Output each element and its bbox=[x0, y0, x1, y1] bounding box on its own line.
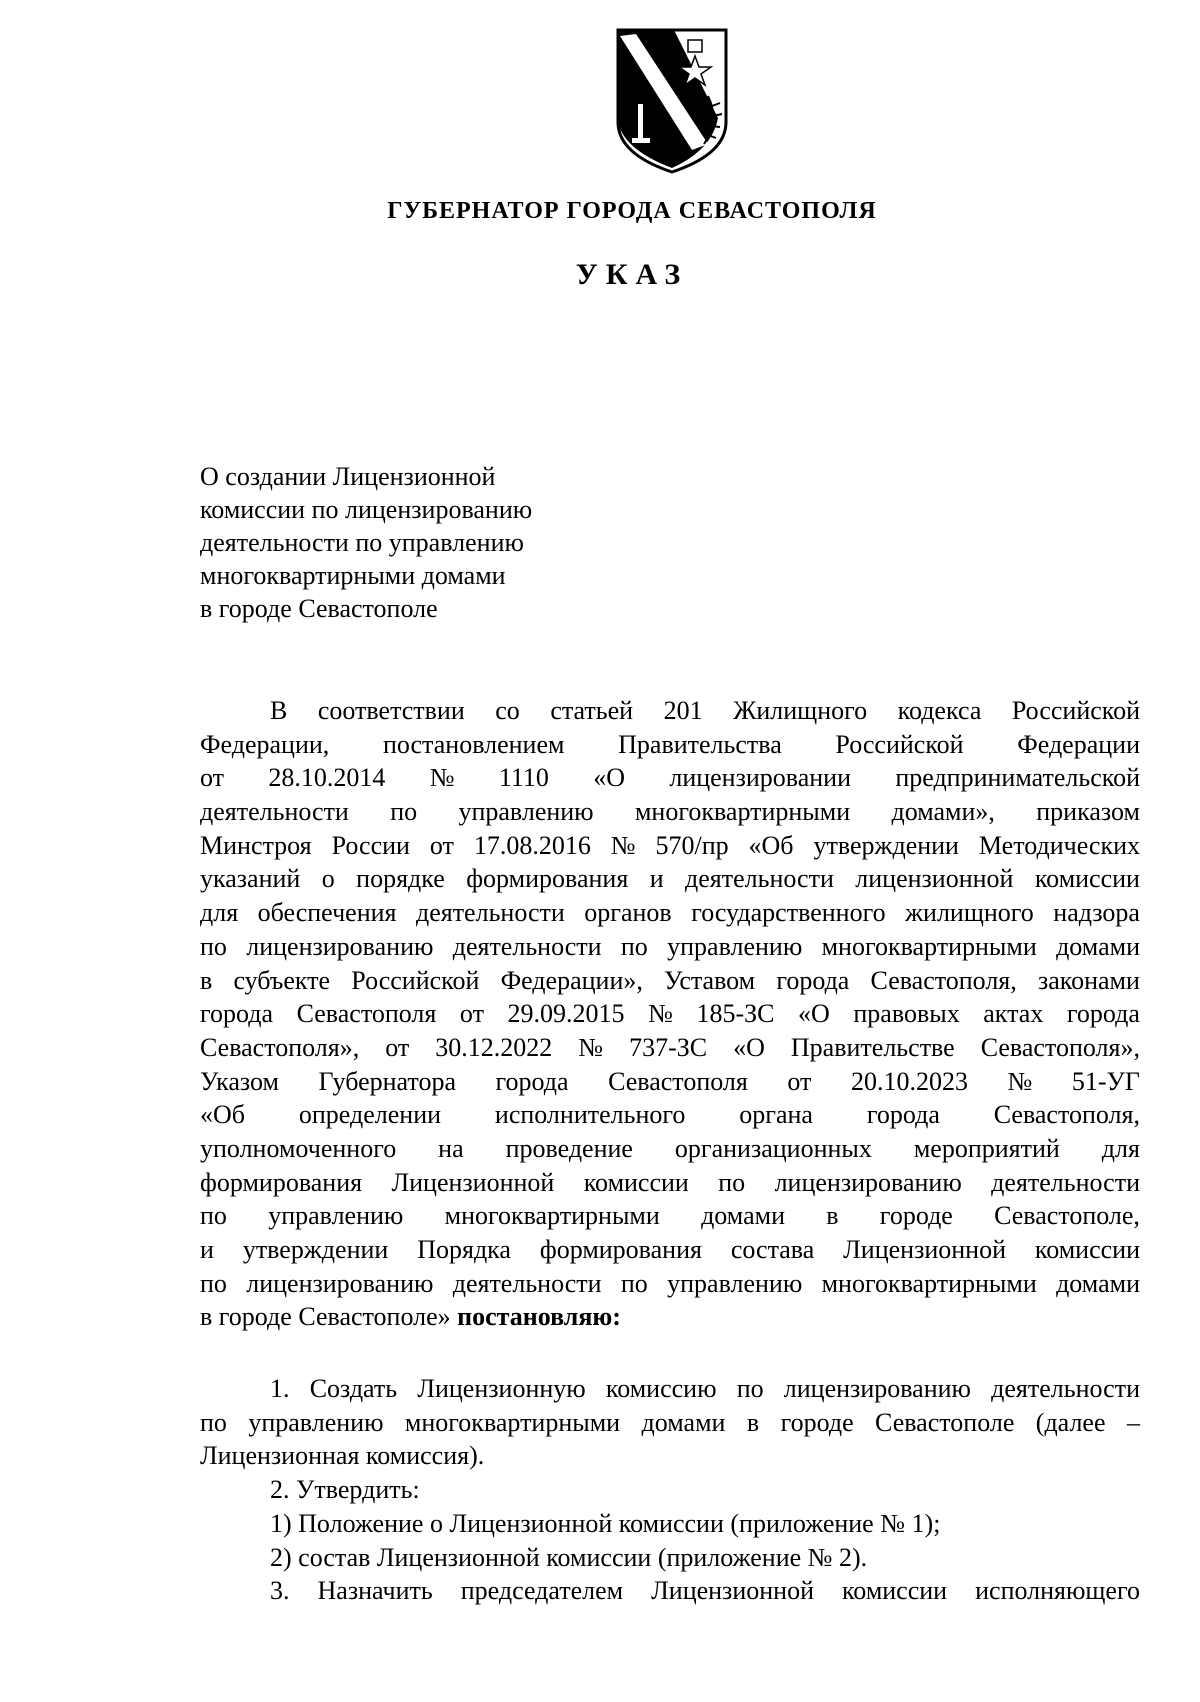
word: деятельности bbox=[991, 1374, 1140, 1404]
word: Указом bbox=[200, 1066, 279, 1096]
word: 28.10.2014 bbox=[268, 763, 386, 793]
word: 30.12.2022 bbox=[435, 1032, 553, 1062]
word: Севастополя», bbox=[200, 1032, 360, 1062]
word: домами bbox=[641, 1407, 726, 1437]
text-line bbox=[200, 964, 1140, 998]
word: Правительства bbox=[618, 729, 782, 759]
word: постановлением bbox=[382, 729, 565, 759]
word: № bbox=[1007, 1066, 1033, 1096]
word: комиссии bbox=[1034, 864, 1140, 894]
word: 185-ЗС bbox=[696, 999, 775, 1029]
word: лицензионной bbox=[855, 864, 1014, 894]
word: Лицензионную bbox=[417, 1374, 586, 1404]
text-line bbox=[200, 1574, 1140, 1608]
word: по bbox=[620, 1268, 648, 1298]
text-line bbox=[200, 1372, 1140, 1406]
word: исполнительного bbox=[494, 1100, 686, 1130]
word: Севастополя», bbox=[980, 1032, 1140, 1062]
word: управлению bbox=[458, 797, 594, 827]
word: статьей bbox=[550, 696, 634, 725]
word: Лицензионной bbox=[391, 1167, 555, 1197]
word: в bbox=[200, 965, 213, 995]
word: и bbox=[200, 1235, 214, 1264]
word: многоквартирными bbox=[444, 1201, 660, 1231]
word: по bbox=[718, 1167, 746, 1197]
text-line bbox=[200, 761, 1140, 795]
word: домами bbox=[1056, 1268, 1140, 1298]
word: 201 bbox=[663, 696, 703, 725]
text-line bbox=[200, 1267, 1140, 1301]
preamble-paragraph bbox=[200, 694, 1140, 1300]
item-3-paragraph bbox=[200, 1574, 1140, 1608]
word: «Об bbox=[200, 1100, 246, 1130]
word: 1. bbox=[270, 1374, 290, 1404]
word: Назначить bbox=[317, 1576, 433, 1606]
document-type: УКАЗ bbox=[575, 258, 689, 291]
preamble-last-line bbox=[200, 1300, 1140, 1334]
word: приказом bbox=[1036, 797, 1140, 827]
word: многоквартирными bbox=[404, 1407, 621, 1437]
word: для bbox=[1101, 1133, 1140, 1163]
word: 737-ЗС bbox=[629, 1032, 708, 1062]
word: по bbox=[200, 1407, 227, 1437]
word: управлению bbox=[248, 1407, 384, 1437]
word: «Об bbox=[748, 830, 794, 860]
word: по bbox=[390, 797, 418, 827]
decree-body bbox=[200, 694, 1140, 1608]
word: «О bbox=[733, 1032, 765, 1062]
word: мероприятий bbox=[913, 1133, 1060, 1163]
text-line bbox=[200, 1406, 1140, 1440]
word: деятельности bbox=[991, 1167, 1140, 1197]
word: Севастополя, bbox=[870, 965, 1017, 995]
text-line bbox=[200, 1098, 1140, 1132]
word: органа bbox=[739, 1100, 813, 1130]
word: формирования bbox=[466, 864, 629, 894]
item-1-paragraph bbox=[200, 1372, 1140, 1439]
text-line bbox=[200, 829, 1140, 863]
word: по bbox=[200, 1268, 227, 1298]
word: деятельности bbox=[452, 1268, 602, 1298]
issuing-authority: ГУБЕРНАТОР ГОРОДА СЕВАСТОПОЛЯ bbox=[387, 198, 877, 224]
word: № bbox=[648, 999, 673, 1029]
word: № bbox=[578, 1032, 604, 1062]
word: утверждении bbox=[242, 1235, 389, 1264]
sevastopol-coat-of-arms-icon bbox=[612, 26, 732, 176]
word: соответствии bbox=[317, 696, 465, 725]
word: городе bbox=[879, 1201, 953, 1231]
word: субъекте bbox=[233, 965, 331, 995]
word: утверждении bbox=[813, 830, 959, 860]
word: Методических bbox=[978, 830, 1140, 860]
text-line bbox=[200, 1132, 1140, 1166]
word: «О bbox=[593, 763, 626, 793]
word: России bbox=[331, 830, 410, 860]
word: органов bbox=[584, 898, 672, 928]
word: домами bbox=[1056, 931, 1140, 961]
word: города bbox=[200, 999, 274, 1029]
word: Севастополя bbox=[296, 999, 437, 1029]
word: 1110 bbox=[498, 763, 549, 793]
word: комиссии bbox=[842, 1576, 948, 1606]
word: многоквартирными bbox=[821, 931, 1037, 961]
text-line bbox=[200, 1233, 1140, 1267]
word: деятельности bbox=[452, 931, 602, 961]
text-line bbox=[200, 728, 1140, 762]
word: многоквартирными bbox=[821, 1268, 1037, 1298]
text-line bbox=[200, 1065, 1140, 1099]
word: Минстроя bbox=[200, 830, 312, 860]
word: обеспечения bbox=[257, 898, 397, 928]
decree-word: постановляю: bbox=[457, 1302, 621, 1332]
word: 20.10.2023 bbox=[850, 1066, 968, 1096]
paragraph-gap bbox=[200, 1334, 1140, 1372]
word: организационных bbox=[674, 1133, 872, 1163]
word: Российской bbox=[351, 965, 480, 995]
word: города bbox=[495, 1066, 569, 1096]
word: № bbox=[429, 763, 455, 793]
word: на bbox=[438, 1133, 464, 1163]
word: порядке bbox=[356, 864, 445, 894]
word: формирования bbox=[539, 1235, 702, 1264]
decree-subject bbox=[200, 460, 620, 625]
word: домами bbox=[701, 1201, 785, 1231]
word: для bbox=[200, 898, 239, 928]
text-line bbox=[200, 694, 1140, 728]
subject-line: многоквартирными домами bbox=[200, 561, 506, 590]
word: уполномоченного bbox=[200, 1133, 397, 1163]
text-line bbox=[200, 1199, 1140, 1233]
word: В bbox=[270, 696, 288, 725]
word: многоквартирными bbox=[634, 797, 851, 827]
word: Правительстве bbox=[790, 1032, 955, 1062]
word: деятельности bbox=[685, 864, 834, 894]
word: жилищного bbox=[905, 898, 1034, 928]
word: деятельности bbox=[415, 898, 565, 928]
word: по bbox=[736, 1374, 764, 1404]
word: состава bbox=[730, 1235, 815, 1264]
word: от bbox=[787, 1066, 812, 1096]
word: Уставом bbox=[664, 965, 756, 995]
word: (далее bbox=[1035, 1407, 1106, 1437]
word: «О bbox=[798, 999, 830, 1029]
word: города bbox=[866, 1100, 940, 1130]
word: кодекса bbox=[897, 696, 982, 725]
word: Севастополя, bbox=[993, 1100, 1140, 1130]
word: надзора bbox=[1053, 898, 1140, 928]
word: – bbox=[1126, 1407, 1140, 1437]
word: Порядка bbox=[417, 1235, 511, 1264]
text-line bbox=[200, 795, 1140, 829]
item-2-sub-2: 2) состав Лицензионной комиссии (приложение № 2). bbox=[270, 1542, 868, 1572]
word: 570/пр bbox=[655, 830, 729, 860]
item-2-heading: 2. Утвердить: bbox=[270, 1475, 420, 1505]
subject-line: О создании Лицензионной bbox=[200, 462, 496, 491]
word: от bbox=[459, 999, 484, 1029]
word: комиссии bbox=[583, 1167, 689, 1197]
word: в bbox=[826, 1201, 839, 1231]
word: № bbox=[610, 830, 636, 860]
item-1-last-line: Лицензионная комиссия). bbox=[200, 1441, 485, 1471]
word: Жилищного bbox=[733, 696, 868, 725]
word: проведение bbox=[505, 1133, 633, 1163]
word: по bbox=[620, 931, 648, 961]
preamble-last-text: в городе Севастополе» bbox=[200, 1302, 451, 1332]
word: лицензированию bbox=[783, 1374, 971, 1404]
word: Российской bbox=[1011, 696, 1140, 725]
word: от bbox=[429, 830, 454, 860]
word: законами bbox=[1037, 965, 1140, 995]
word: актах bbox=[983, 999, 1044, 1029]
subject-line: деятельности по управлению bbox=[200, 528, 524, 557]
word: Федерации bbox=[1017, 729, 1140, 759]
item-2-sub-1: 1) Положение о Лицензионной комиссии (приложение № 1); bbox=[270, 1508, 941, 1538]
word: Севастополе bbox=[875, 1407, 1015, 1437]
text-line bbox=[200, 1166, 1140, 1200]
word: Лицензионной bbox=[651, 1576, 814, 1606]
text-line bbox=[200, 930, 1140, 964]
word: лицензированию bbox=[774, 1167, 962, 1197]
word: Российской bbox=[835, 729, 964, 759]
word: исполняющего bbox=[975, 1576, 1140, 1606]
word: по bbox=[200, 1201, 227, 1231]
word: лицензированию bbox=[246, 931, 434, 961]
word: Лицензионной bbox=[843, 1235, 1006, 1264]
word: 29.09.2015 bbox=[507, 999, 625, 1029]
word: предпринимательской bbox=[895, 763, 1140, 793]
word: Федерации, bbox=[200, 729, 330, 759]
word: определении bbox=[298, 1100, 442, 1130]
subject-line: комиссии по лицензированию bbox=[200, 495, 533, 524]
text-line bbox=[200, 1031, 1140, 1065]
subject-line: в городе Севастополе bbox=[200, 594, 438, 623]
word: Севастополе, bbox=[994, 1201, 1140, 1231]
word: по bbox=[200, 931, 227, 961]
word: управлению bbox=[268, 1201, 404, 1231]
word: 51-УГ bbox=[1071, 1066, 1140, 1096]
word: со bbox=[495, 696, 520, 725]
word: управлению bbox=[667, 1268, 803, 1298]
word: в bbox=[746, 1407, 760, 1437]
word: государственного bbox=[691, 898, 886, 928]
word: о bbox=[321, 864, 335, 894]
word: от bbox=[385, 1032, 410, 1062]
word: Севастополя bbox=[608, 1066, 748, 1096]
word: указаний bbox=[200, 864, 301, 894]
word: Федерации», bbox=[500, 965, 643, 995]
word: 17.08.2016 bbox=[473, 830, 591, 860]
word: от bbox=[200, 763, 225, 793]
word: домами», bbox=[891, 797, 995, 827]
text-line bbox=[200, 997, 1140, 1031]
word: комиссии bbox=[1034, 1235, 1140, 1264]
word: деятельности bbox=[200, 797, 349, 827]
word: лицензировании bbox=[669, 763, 852, 793]
word: городе bbox=[780, 1407, 854, 1437]
word: Губернатора bbox=[318, 1066, 456, 1096]
word: председателем bbox=[460, 1576, 624, 1606]
word: комиссию bbox=[605, 1374, 717, 1404]
word: города bbox=[776, 965, 850, 995]
word: формирования bbox=[200, 1167, 363, 1197]
word: города bbox=[1066, 999, 1140, 1029]
word: лицензированию bbox=[246, 1268, 434, 1298]
word: Создать bbox=[309, 1374, 398, 1404]
word: управлению bbox=[667, 931, 803, 961]
word: 3. bbox=[270, 1576, 290, 1606]
text-line bbox=[200, 896, 1140, 930]
word: и bbox=[649, 864, 664, 894]
text-line bbox=[200, 862, 1140, 896]
word: правовых bbox=[853, 999, 960, 1029]
